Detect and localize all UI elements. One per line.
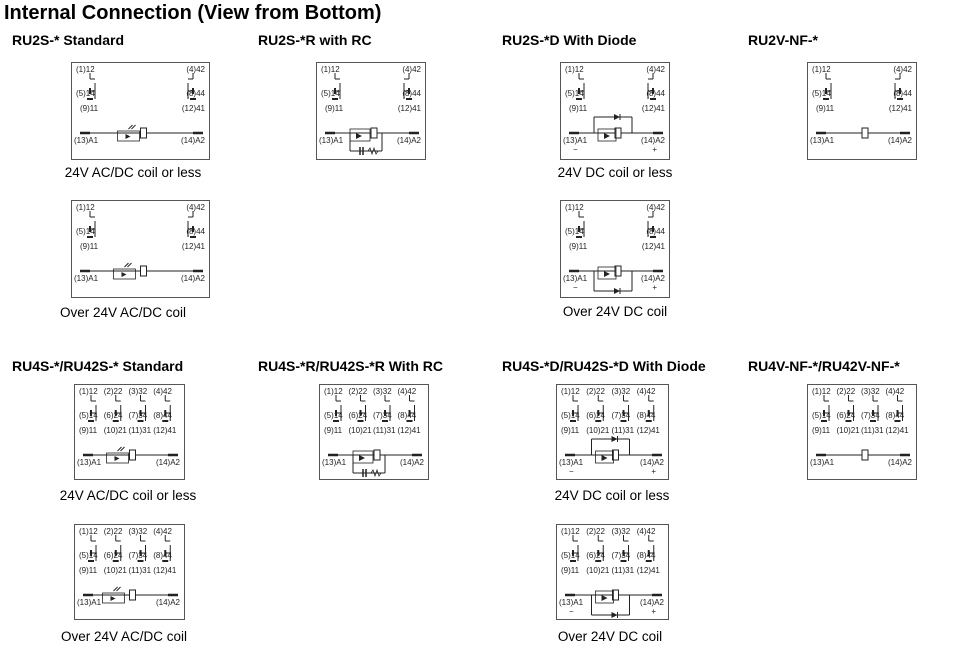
pin-label: (14)A2: [180, 136, 205, 145]
pin-label: (14)A2: [640, 136, 665, 145]
pin-label: (1)12: [321, 65, 340, 74]
coil: [862, 450, 868, 460]
pin-label: (7)34: [611, 411, 631, 420]
pin-label: (9)11: [816, 104, 835, 113]
pin-label: (8)44: [153, 551, 172, 560]
pin-label: (4)42: [646, 65, 665, 74]
pin-label: (12)41: [888, 104, 912, 113]
pin-label: (12)41: [153, 566, 177, 575]
pin-label: (14)A2: [639, 458, 664, 467]
pin-label: (5)14: [812, 89, 831, 98]
coil: [130, 450, 136, 460]
pin-label: (13)A1: [563, 136, 588, 145]
pin-label: (6)24: [586, 551, 605, 560]
pin-label: (3)32: [128, 387, 148, 396]
pin-label: (7)34: [373, 411, 392, 420]
led-icon: [604, 271, 610, 277]
pin-label: (13)A1: [559, 458, 584, 467]
led-icon: [602, 595, 608, 601]
pin-label: (3)32: [861, 387, 880, 396]
pin-label: (1)12: [812, 65, 831, 74]
pin-label: (9)11: [812, 426, 831, 435]
diagram-caption: Over 24V DC coil: [557, 629, 663, 644]
pin-label: (2)22: [586, 527, 605, 536]
section-title: RU4S-*R/RU42S-*R With RC: [258, 358, 444, 374]
pin-label: (12)41: [153, 426, 177, 435]
pin-label: (10)21: [836, 426, 860, 435]
pin-label: (10)21: [586, 426, 610, 435]
section-title: RU4S-*D/RU42S-*D With Diode: [502, 358, 706, 374]
pin-label: (14)A2: [639, 598, 664, 607]
pin-label: (12)41: [641, 242, 665, 251]
wiring-diagram: [319, 384, 429, 480]
pin-label: (13)A1: [322, 458, 347, 467]
pin-label: (11)31: [611, 566, 635, 575]
wiring-diagram: [560, 200, 670, 298]
pin-label: (5)14: [324, 411, 343, 420]
pin-label: (2)22: [103, 387, 123, 396]
pin-label: (5)14: [812, 411, 831, 420]
pin-label: (9)11: [79, 426, 98, 435]
pin-label: (4)42: [402, 65, 421, 74]
pin-label: (12)41: [181, 242, 205, 251]
pin-label: (3)32: [373, 387, 392, 396]
coil: [862, 128, 868, 138]
pin-label: (9)11: [569, 104, 588, 113]
pin-label: (2)22: [836, 387, 856, 396]
pin-label: (4)42: [397, 387, 417, 396]
pin-label: (5)14: [561, 551, 580, 560]
wiring-diagram: [807, 62, 917, 160]
pin-label: (13)A1: [77, 598, 102, 607]
diode-icon: [612, 612, 618, 618]
pin-label: (11)31: [373, 426, 396, 435]
led-icon: [111, 596, 116, 601]
diagram-caption: 24V AC/DC coil or less: [64, 165, 202, 180]
polarity-minus: −: [573, 145, 578, 154]
led-icon: [356, 133, 362, 139]
pin-label: (14)A2: [887, 458, 912, 467]
pin-label: (6)24: [348, 411, 368, 420]
pin-label: (7)34: [128, 551, 148, 560]
led-icon: [115, 456, 120, 461]
polarity-plus: +: [652, 145, 657, 154]
polarity-minus: −: [569, 607, 574, 616]
polarity-plus: +: [652, 283, 657, 292]
pin-label: (10)21: [103, 426, 127, 435]
pin-label: (1)12: [324, 387, 343, 396]
pin-label: (1)12: [565, 65, 584, 74]
pin-label: (4)42: [885, 387, 905, 396]
pin-label: (2)22: [103, 527, 123, 536]
pin-label: (8)44: [893, 89, 912, 98]
led-icon: [122, 272, 127, 277]
pin-label: (5)14: [76, 227, 95, 236]
pin-label: (4)42: [153, 527, 172, 536]
pin-label: (6)24: [103, 551, 123, 560]
wiring-diagram: [556, 524, 669, 620]
pin-label: (12)41: [636, 566, 660, 575]
pin-label: (5)14: [79, 551, 98, 560]
pin-label: (13)A1: [77, 458, 102, 467]
pin-label: (4)42: [186, 65, 205, 74]
pin-label: (3)32: [611, 387, 631, 396]
pin-label: (7)34: [861, 411, 880, 420]
pin-label: (12)41: [181, 104, 205, 113]
coil: [371, 128, 377, 138]
pin-label: (10)21: [103, 566, 127, 575]
pin-label: (8)44: [186, 227, 205, 236]
section-title: RU2S-*R with RC: [258, 32, 372, 48]
pin-label: (1)12: [565, 203, 584, 212]
diode-icon: [614, 288, 620, 294]
diode-icon: [612, 436, 618, 442]
pin-label: (8)44: [636, 411, 656, 420]
wiring-diagram: [560, 62, 670, 160]
pin-label: (14)A2: [887, 136, 912, 145]
pin-label: (7)34: [611, 551, 631, 560]
pin-label: (1)12: [79, 527, 98, 536]
coil: [130, 590, 136, 600]
pin-label: (13)A1: [559, 598, 584, 607]
wiring-diagram: [316, 62, 426, 160]
pin-label: (8)44: [397, 411, 417, 420]
wiring-diagram: [74, 524, 185, 620]
pin-label: (11)31: [861, 426, 884, 435]
pin-label: (5)14: [565, 227, 584, 236]
wiring-diagram: [556, 384, 669, 480]
wiring-diagram: [74, 384, 185, 480]
section-title: RU2S-*D With Diode: [502, 32, 637, 48]
polarity-minus: −: [569, 467, 574, 476]
pin-label: (12)41: [397, 104, 421, 113]
diode-icon: [614, 114, 620, 120]
pin-label: (13)A1: [563, 274, 588, 283]
pin-label: (5)14: [321, 89, 340, 98]
pin-label: (13)A1: [74, 136, 99, 145]
pin-label: (5)14: [79, 411, 98, 420]
pin-label: (12)41: [885, 426, 909, 435]
led-icon: [604, 133, 610, 139]
pin-label: (7)34: [128, 411, 148, 420]
pin-label: (12)41: [641, 104, 665, 113]
pin-label: (5)14: [565, 89, 584, 98]
pin-label: (9)11: [79, 566, 98, 575]
pin-label: (1)12: [76, 65, 95, 74]
coil: [141, 266, 147, 276]
wiring-diagram: [71, 200, 210, 298]
pin-label: (9)11: [561, 426, 580, 435]
wiring-diagram: [71, 62, 210, 160]
pin-label: (2)22: [586, 387, 605, 396]
pin-label: (14)A2: [155, 458, 180, 467]
section-title: RU2S-* Standard: [12, 32, 125, 48]
pin-label: (6)24: [586, 411, 605, 420]
pin-label: (9)11: [324, 426, 343, 435]
section-title: RU2V-NF-*: [748, 32, 819, 48]
coil: [374, 450, 380, 460]
pin-label: (11)31: [611, 426, 635, 435]
pin-label: (10)21: [348, 426, 372, 435]
polarity-plus: +: [651, 467, 656, 476]
diagram-caption: 24V DC coil or less: [554, 488, 670, 503]
pin-label: (9)11: [80, 242, 99, 251]
pin-label: (6)24: [836, 411, 856, 420]
pin-label: (3)32: [128, 527, 148, 536]
pin-label: (4)42: [186, 203, 205, 212]
diagram-caption: Over 24V DC coil: [562, 304, 668, 319]
pin-label: (1)12: [812, 387, 831, 396]
section-title: RU4V-NF-*/RU42V-NF-*: [748, 358, 900, 374]
pin-label: (4)42: [646, 203, 665, 212]
pin-label: (13)A1: [319, 136, 344, 145]
pin-label: (8)44: [186, 89, 205, 98]
pin-label: (1)12: [561, 387, 580, 396]
pin-label: (14)A2: [396, 136, 421, 145]
diagram-caption: 24V AC/DC coil or less: [59, 488, 197, 503]
pin-label: (1)12: [79, 387, 98, 396]
polarity-plus: +: [651, 607, 656, 616]
led-icon: [126, 134, 131, 139]
diagram-caption: Over 24V AC/DC coil: [59, 305, 187, 320]
pin-label: (13)A1: [810, 136, 835, 145]
pin-label: (1)12: [561, 527, 580, 536]
pin-label: (4)42: [636, 527, 656, 536]
pin-label: (8)44: [885, 411, 905, 420]
pin-label: (5)14: [76, 89, 95, 98]
pin-label: (14)A2: [155, 598, 180, 607]
pin-label: (8)44: [636, 551, 656, 560]
pin-label: (8)44: [153, 411, 172, 420]
wiring-diagram: [807, 384, 917, 480]
pin-label: (14)A2: [399, 458, 424, 467]
pin-label: (11)31: [128, 566, 152, 575]
pin-label: (9)11: [325, 104, 344, 113]
diagram-caption: Over 24V AC/DC coil: [60, 629, 188, 644]
pin-label: (8)44: [646, 89, 665, 98]
pin-label: (13)A1: [810, 458, 835, 467]
pin-label: (12)41: [636, 426, 660, 435]
page-title: Internal Connection (View from Bottom): [4, 2, 382, 24]
pin-label: (6)24: [103, 411, 123, 420]
pin-label: (8)44: [646, 227, 665, 236]
pin-label: (12)41: [397, 426, 421, 435]
pin-label: (3)32: [611, 527, 631, 536]
pin-label: (4)42: [893, 65, 912, 74]
pin-label: (13)A1: [74, 274, 99, 283]
pin-label: (9)11: [561, 566, 580, 575]
pin-label: (4)42: [636, 387, 656, 396]
pin-label: (1)12: [76, 203, 95, 212]
pin-label: (14)A2: [180, 274, 205, 283]
led-icon: [359, 455, 365, 461]
pin-label: (14)A2: [640, 274, 665, 283]
pin-label: (9)11: [569, 242, 588, 251]
led-icon: [602, 455, 608, 461]
polarity-minus: −: [573, 283, 578, 292]
pin-label: (4)42: [153, 387, 172, 396]
diagram-caption: 24V DC coil or less: [557, 165, 673, 180]
pin-label: (9)11: [80, 104, 99, 113]
section-title: RU4S-*/RU42S-* Standard: [12, 358, 184, 374]
pin-label: (11)31: [128, 426, 152, 435]
pin-label: (2)22: [348, 387, 368, 396]
coil: [141, 128, 147, 138]
pin-label: (10)21: [586, 566, 610, 575]
pin-label: (8)44: [402, 89, 421, 98]
pin-label: (5)14: [561, 411, 580, 420]
